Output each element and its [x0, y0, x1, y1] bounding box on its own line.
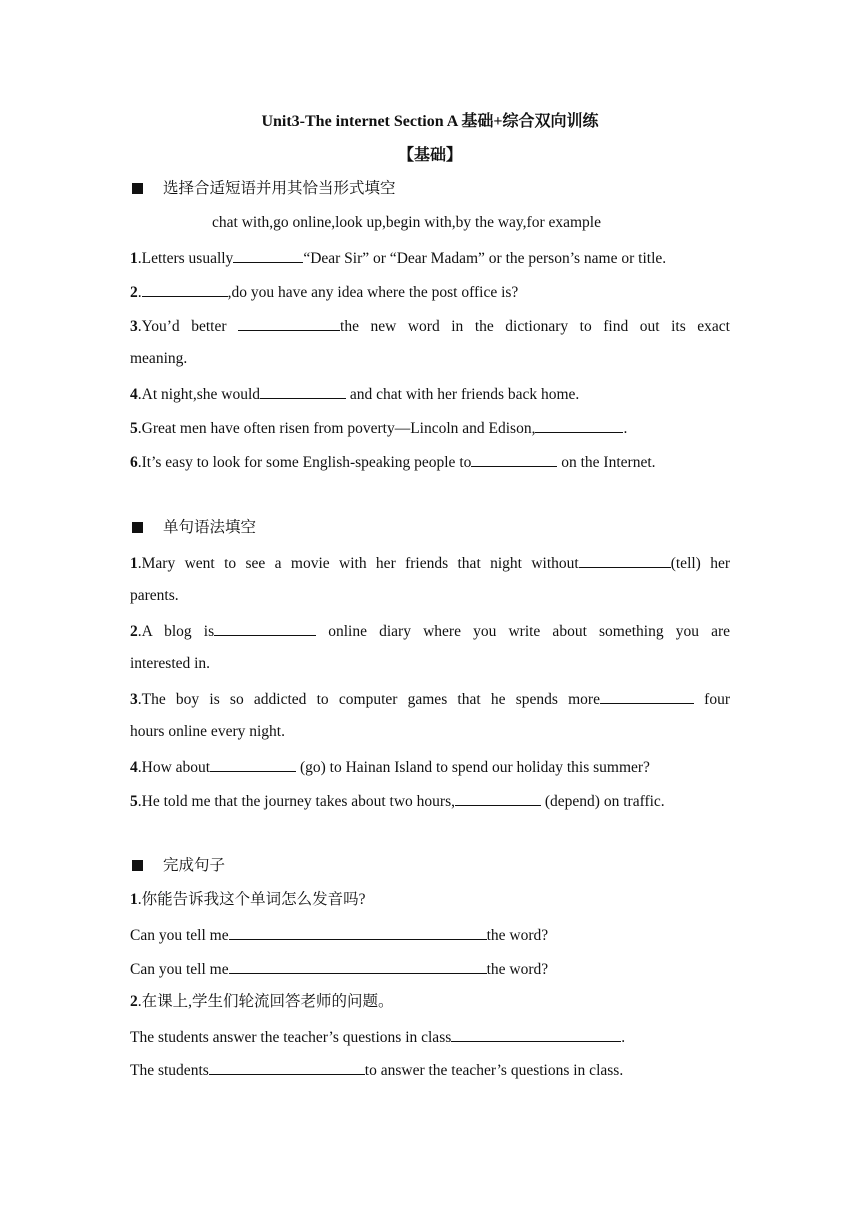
section-subtitle: 【基础】 — [397, 147, 462, 164]
question-text: . — [137, 284, 142, 301]
square-bullet-icon — [132, 522, 143, 533]
s2-question-2 — [130, 620, 730, 642]
s2-question-3 — [130, 688, 730, 710]
sentence-text: The students — [130, 1062, 209, 1079]
answer-blank[interactable] — [579, 552, 671, 568]
question-number: 2 — [130, 284, 138, 301]
answer-blank[interactable] — [214, 620, 316, 636]
answer-blank[interactable] — [451, 1026, 621, 1042]
section-1-heading — [132, 179, 732, 199]
answer-blank[interactable] — [210, 756, 296, 772]
question-number: 3 — [130, 318, 138, 335]
question-number: 1 — [130, 891, 138, 908]
s2-question-2-cont: interested in. — [130, 655, 211, 672]
answer-blank[interactable] — [229, 958, 487, 974]
question-text: on the Internet. — [557, 454, 656, 471]
answer-blank[interactable] — [209, 1059, 365, 1075]
s3-q2-english-1 — [130, 1026, 730, 1048]
question-text: four — [693, 691, 730, 708]
question-number: 1 — [130, 250, 138, 267]
answer-blank[interactable] — [233, 247, 303, 263]
question-text: .The boy is so addicted to computer games that he spends more — [137, 691, 600, 708]
section-3-heading-text: 完成句子 — [163, 857, 226, 874]
question-number: 4 — [130, 759, 138, 776]
question-text: .At night,she would — [137, 386, 261, 403]
s3-q2-english-2 — [130, 1059, 730, 1081]
s1-question-4 — [130, 383, 730, 405]
question-text: online diary where you write about something you are — [316, 623, 731, 640]
question-text: (go) to Hainan Island to spend our holiday this summer? — [296, 759, 650, 776]
question-number: 3 — [130, 691, 138, 708]
s3-q1-english-1 — [130, 924, 730, 946]
page-title: Unit3-The internet Section A 基础+综合双向训练 — [261, 113, 599, 130]
s1-question-2 — [130, 281, 730, 303]
question-text: the new word in the dictionary to find out its exact — [340, 318, 730, 335]
answer-blank[interactable] — [600, 688, 694, 704]
question-text: .Mary went to see a movie with her friends that night without — [137, 555, 579, 572]
word-bank: chat with,go online,look up,begin with,by the way,for example — [212, 214, 601, 231]
question-text: .How about — [137, 759, 211, 776]
question-text: . — [623, 420, 628, 437]
s1-question-1 — [130, 247, 730, 269]
s3-question-1 — [130, 890, 730, 910]
answer-blank[interactable] — [535, 417, 623, 433]
s2-question-4 — [130, 756, 730, 778]
s1-question-3 — [130, 315, 730, 337]
sentence-text: the word? — [486, 961, 549, 978]
sentence-text: . — [621, 1029, 626, 1046]
question-text: .You’d better — [137, 318, 239, 335]
question-text: .It’s easy to look for some English-speaking people to — [137, 454, 472, 471]
question-number: 5 — [130, 793, 138, 810]
chinese-prompt: .在课上,学生们轮流回答老师的问题。 — [137, 993, 394, 1010]
answer-blank[interactable] — [142, 281, 228, 297]
question-text: .Great men have often risen from poverty—Lincoln and Edison, — [137, 420, 536, 437]
sentence-text: to answer the teacher’s questions in class. — [364, 1062, 624, 1079]
square-bullet-icon — [132, 860, 143, 871]
section-3-heading — [132, 856, 732, 876]
answer-blank[interactable] — [238, 315, 340, 331]
question-text: .Letters usually — [137, 250, 234, 267]
question-text: .A blog is — [137, 623, 215, 640]
sentence-text: Can you tell me — [130, 927, 229, 944]
question-text: “Dear Sir” or “Dear Madam” or the person’s name or title. — [303, 250, 667, 267]
question-number: 1 — [130, 555, 138, 572]
answer-blank[interactable] — [471, 451, 557, 467]
question-number: 2 — [130, 623, 138, 640]
s2-question-3-cont: hours online every night. — [130, 723, 285, 740]
answer-blank[interactable] — [455, 790, 541, 806]
s1-question-5 — [130, 417, 730, 439]
chinese-prompt: .你能告诉我这个单词怎么发音吗? — [137, 891, 366, 908]
question-number: 4 — [130, 386, 138, 403]
s2-question-1 — [130, 552, 730, 574]
question-number: 2 — [130, 993, 138, 1010]
answer-blank[interactable] — [260, 383, 346, 399]
question-text: ,do you have any idea where the post office is? — [227, 284, 519, 301]
question-text: (depend) on traffic. — [541, 793, 665, 810]
s1-question-6 — [130, 451, 730, 473]
s2-question-5 — [130, 790, 730, 812]
section-2-heading — [132, 518, 732, 538]
sentence-text: Can you tell me — [130, 961, 229, 978]
question-number: 5 — [130, 420, 138, 437]
s2-question-1-cont: parents. — [130, 587, 179, 604]
sentence-text: The students answer the teacher’s questions in class — [130, 1029, 452, 1046]
question-text: .He told me that the journey takes about two hours, — [137, 793, 456, 810]
question-text: (tell) her — [670, 555, 731, 572]
question-number: 6 — [130, 454, 138, 471]
section-2-heading-text: 单句语法填空 — [163, 519, 257, 536]
answer-blank[interactable] — [229, 924, 487, 940]
square-bullet-icon — [132, 183, 143, 194]
s3-q1-english-2 — [130, 958, 730, 980]
s1-question-3-cont: meaning. — [130, 350, 188, 367]
section-1-heading-text: 选择合适短语并用其恰当形式填空 — [163, 180, 396, 197]
sentence-text: the word? — [486, 927, 549, 944]
s3-question-2 — [130, 992, 730, 1012]
question-text: and chat with her friends back home. — [346, 386, 580, 403]
